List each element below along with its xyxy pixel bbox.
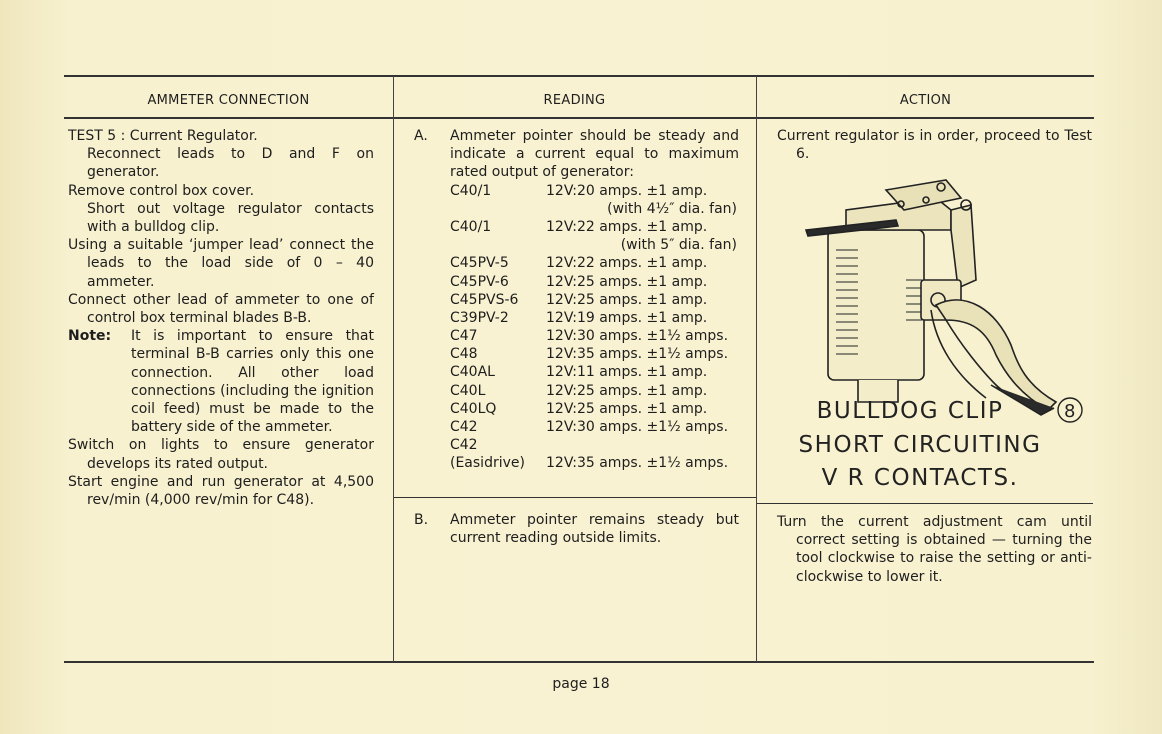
step-reconnect-leads: Reconnect leads to D and F on generator. (87, 146, 374, 181)
generator-output-row (450, 218, 739, 236)
generator-model: C40/1 (450, 218, 492, 235)
note-block (68, 327, 374, 436)
reading-a-label: A. (414, 128, 428, 144)
generator-output-row (450, 182, 739, 200)
generator-model: C40LQ (450, 400, 497, 417)
generator-output-value: 12V:22 amps. ±1 amp. (546, 218, 708, 235)
generator-model: C40AL (450, 364, 495, 381)
generator-output-value: 12V:22 amps. ±1 amp. (546, 255, 708, 272)
action-b-text: Turn the current adjustment cam until correct setting is obtained — turning the tool clockwise to raise the setting or anti-clockwise to lower it. (777, 514, 1092, 585)
illustration-label-short-circuiting: SHORT CIRCUITING (798, 432, 1042, 458)
generator-output-list (450, 182, 739, 473)
generator-output-row (450, 309, 739, 327)
generator-output-row (450, 363, 739, 381)
reading-b-label: B. (414, 512, 429, 528)
row-divider-reading (394, 497, 756, 498)
generator-output-value: 12V:35 amps. ±1½ amps. (546, 346, 729, 363)
step-start-engine: Start engine and run generator at 4,500 rev/min (4,000 rev/min for C48). (68, 473, 374, 509)
step-switch-lights: Switch on lights to ensure generator develops its rated output. (68, 437, 374, 472)
generator-model: C45PVS-6 (450, 291, 519, 308)
reading-b-text: Ammeter pointer remains steady but current reading outside limits. (450, 512, 739, 547)
generator-model: C45PV-6 (450, 273, 509, 290)
generator-model: C39PV-2 (450, 309, 509, 326)
header-ammeter-connection: AMMETER CONNECTION (147, 93, 310, 108)
generator-output-row (450, 254, 739, 272)
action-a-text: Current regulator is in order, proceed to Test 6. (777, 128, 1092, 163)
top-rule (64, 75, 1094, 77)
header-rule (64, 117, 1094, 119)
generator-output-value: 12V:35 amps. ±1½ amps. (546, 455, 729, 472)
generator-output-row (450, 345, 739, 363)
svg-text:8: 8 (1064, 401, 1076, 422)
generator-output-row (450, 291, 739, 309)
generator-output-value: 12V:25 amps. ±1 amp. (546, 291, 708, 308)
note-label: Note: (68, 328, 112, 345)
generator-model: (Easidrive) (450, 455, 525, 472)
generator-output-row (450, 327, 739, 345)
column-divider-2 (756, 76, 757, 662)
test-title: TEST 5 : Current Regulator. (68, 128, 258, 144)
generator-output-note: (with 5″ dia. fan) (620, 237, 737, 254)
step-short-contacts: Short out voltage regulator contacts with a bulldog clip. (87, 200, 374, 236)
generator-output-row (450, 273, 739, 291)
generator-output-row (450, 436, 739, 454)
generator-model: C42 (450, 437, 478, 454)
header-action: ACTION (899, 93, 952, 108)
reading-a-cell (414, 127, 739, 473)
generator-model: C42 (450, 419, 478, 436)
action-a-cell (777, 127, 1092, 163)
row-divider-action (757, 503, 1093, 504)
action-b-cell (777, 513, 1092, 586)
generator-output-value: 12V:30 amps. ±1½ amps. (546, 328, 729, 345)
step-connect-ammeter: Connect other lead of ammeter to one of control box terminal blades B-B. (68, 291, 374, 327)
generator-output-value: 12V:19 amps. ±1 amp. (546, 309, 708, 326)
generator-output-value: 12V:25 amps. ±1 amp. (546, 382, 708, 399)
reading-a-text: Ammeter pointer should be steady and indicate a current equal to maximum rated output of generator: (450, 128, 739, 181)
generator-output-value: 12V:11 amps. ±1 amp. (546, 364, 708, 381)
illustration-label-bulldog-clip: BULLDOG CLIP (816, 398, 1004, 424)
illustration-label-vr-contacts: V R CONTACTS. (821, 465, 1019, 491)
note-text: It is important to ensure that terminal B-B carries only this one connection. All other load connections (including the ignition coil feed) must be made to the battery side of the ammeter. (131, 328, 374, 436)
generator-output-value: 12V:30 amps. ±1½ amps. (546, 419, 729, 436)
reading-b-cell (414, 511, 739, 547)
step-jumper-lead: Using a suitable ‘jumper lead’ connect the leads to the load side of 0 – 40 ammeter. (68, 237, 374, 290)
header-reading: READING (543, 93, 606, 108)
generator-output-value: 12V:25 amps. ±1 amp. (546, 273, 708, 290)
generator-output-row (450, 454, 739, 472)
generator-output-note: (with 4½″ dia. fan) (607, 200, 737, 217)
bottom-rule (64, 661, 1094, 663)
generator-model: C47 (450, 328, 478, 345)
generator-model: C48 (450, 346, 478, 363)
generator-output-row (450, 400, 739, 418)
column-divider-1 (393, 76, 394, 662)
generator-output-row (450, 418, 739, 436)
ammeter-connection-cell (68, 127, 374, 509)
step-remove-cover: Remove control box cover. (68, 182, 255, 199)
generator-model: C40L (450, 382, 486, 399)
generator-model: C45PV-5 (450, 255, 509, 272)
page-number: page 18 (552, 676, 610, 692)
generator-output-row (450, 382, 739, 400)
generator-model: C40/1 (450, 182, 492, 199)
generator-output-value: 12V:25 amps. ±1 amp. (546, 400, 708, 417)
generator-output-value: 12V:20 amps. ±1 amp. (546, 182, 708, 199)
